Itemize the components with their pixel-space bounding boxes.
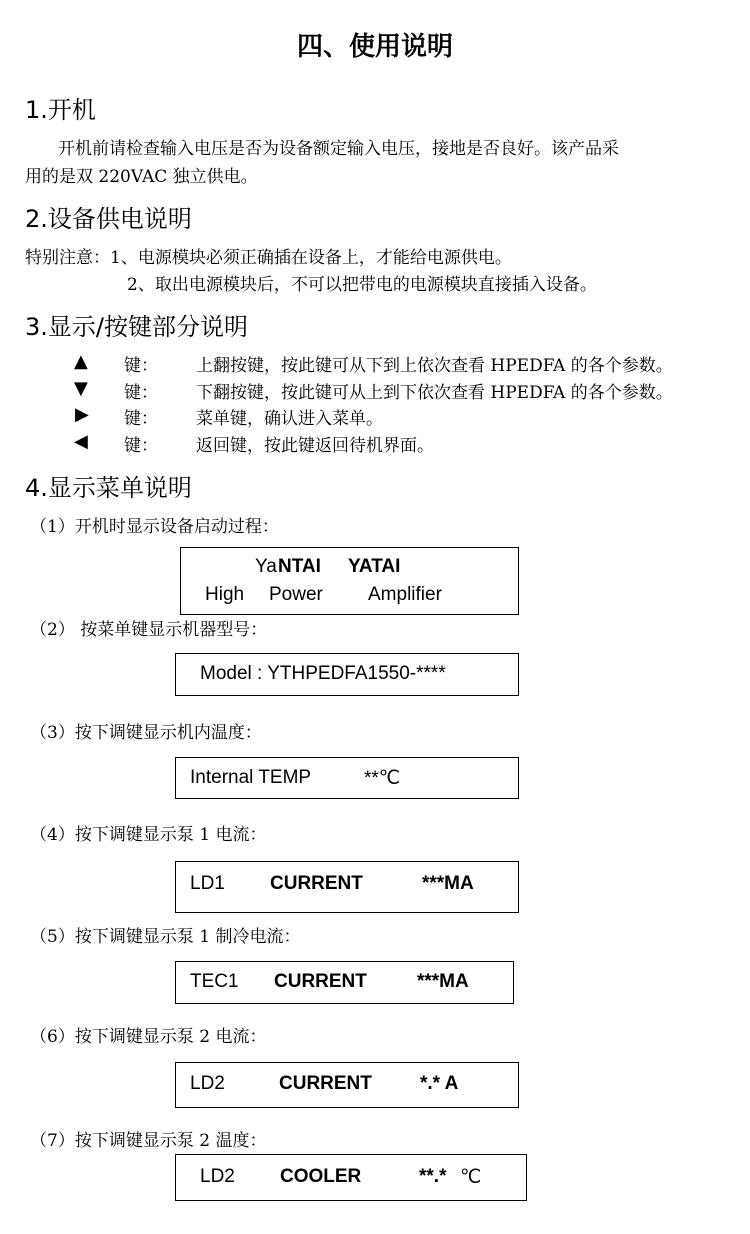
lcd-boot-amplifier: Amplifier: [368, 584, 442, 605]
lcd-ld2-cooler-display: [175, 1154, 527, 1201]
key-label-menu: 键：: [124, 409, 158, 429]
menu-caption-1: （1）开机时显示设备启动过程：: [30, 517, 279, 537]
menu-caption-3: （3）按下调键显示机内温度：: [30, 723, 262, 743]
lcd-model-display: [175, 653, 519, 696]
lcd-boot-display: [180, 547, 519, 615]
lcd-ld2t-name: COOLER: [280, 1166, 362, 1187]
menu-caption-6: （6）按下调键显示泵 2 电流：: [30, 1027, 267, 1047]
lcd-model-text: Model : YTHPEDFA1550-****: [200, 663, 446, 684]
lcd-temp-label: Internal TEMP: [190, 767, 312, 788]
lcd-ld2c-value: *.* A: [420, 1073, 459, 1094]
lcd-ld1-current-display: [175, 861, 519, 913]
key-desc-back: 返回键，按此键返回待机界面。: [196, 436, 434, 456]
lcd-ld1-name: CURRENT: [270, 873, 363, 894]
menu-caption-2: （2） 按菜单键显示机器型号：: [30, 620, 268, 640]
lcd-boot-ya: Ya: [255, 556, 277, 577]
lcd-ld2c-name: CURRENT: [279, 1073, 372, 1094]
lcd-temp-value: **℃: [364, 768, 401, 789]
lcd-ld2t-unit: ℃: [460, 1167, 482, 1188]
lcd-tec1-label: TEC1: [190, 971, 239, 992]
lcd-ld2t-value: **.*: [419, 1166, 447, 1187]
menu-caption-7: （7）按下调键显示泵 2 温度：: [30, 1131, 267, 1151]
section-1-line-2: 用的是双 220VAC 独立供电。: [25, 167, 258, 187]
section-2-item-1: 1、电源模块必须正确插在设备上，才能给电源供电。: [110, 248, 512, 268]
lcd-ld2t-label: LD2: [200, 1166, 235, 1187]
lcd-temp-display: [175, 757, 519, 799]
section-2-note-label: 特别注意：: [25, 248, 110, 268]
lcd-boot-yatai: YATAI: [348, 556, 401, 577]
lcd-boot-power: Power: [269, 584, 323, 605]
section-2-item-2: 2、取出电源模块后，不可以把带电的电源模块直接插入设备。: [127, 275, 597, 295]
left-arrow-icon: ◀: [74, 431, 88, 452]
menu-caption-5: （5）按下调键显示泵 1 制冷电流：: [30, 927, 301, 947]
lcd-tec1-current-display: [175, 961, 514, 1004]
lcd-tec1-value: ***MA: [417, 971, 469, 992]
key-desc-up: 上翻按键，按此键可从下到上依次查看 HPEDFA 的各个参数。: [196, 356, 673, 376]
key-label-down: 键：: [124, 383, 158, 403]
key-desc-down: 下翻按键，按此键可从上到下依次查看 HPEDFA 的各个参数。: [196, 383, 673, 403]
section-1-heading: 1.开机: [25, 96, 96, 124]
lcd-ld2c-label: LD2: [190, 1073, 225, 1094]
menu-caption-4: （4）按下调键显示泵 1 电流：: [30, 825, 267, 845]
section-3-heading: 3.显示/按键部分说明: [25, 313, 248, 341]
lcd-ld2-current-display: [175, 1062, 519, 1108]
lcd-tec1-name: CURRENT: [274, 971, 367, 992]
lcd-ld1-label: LD1: [190, 873, 225, 894]
down-arrow-icon: ▼: [74, 378, 88, 399]
up-arrow-icon: ▲: [74, 351, 88, 372]
key-label-up: 键：: [124, 356, 158, 376]
lcd-boot-ntai: NTAI: [278, 556, 321, 577]
section-4-heading: 4.显示菜单说明: [25, 474, 192, 502]
page-title: 四、使用说明: [296, 32, 453, 62]
key-desc-menu: 菜单键，确认进入菜单。: [196, 409, 383, 429]
lcd-ld1-value: ***MA: [422, 873, 474, 894]
section-1-line-1: 开机前请检查输入电压是否为设备额定输入电压，接地是否良好。该产品采: [58, 139, 619, 159]
lcd-boot-high: High: [205, 584, 245, 605]
key-label-back: 键：: [124, 436, 158, 456]
right-arrow-icon: ▶: [75, 404, 89, 425]
section-2-heading: 2.设备供电说明: [25, 205, 192, 233]
